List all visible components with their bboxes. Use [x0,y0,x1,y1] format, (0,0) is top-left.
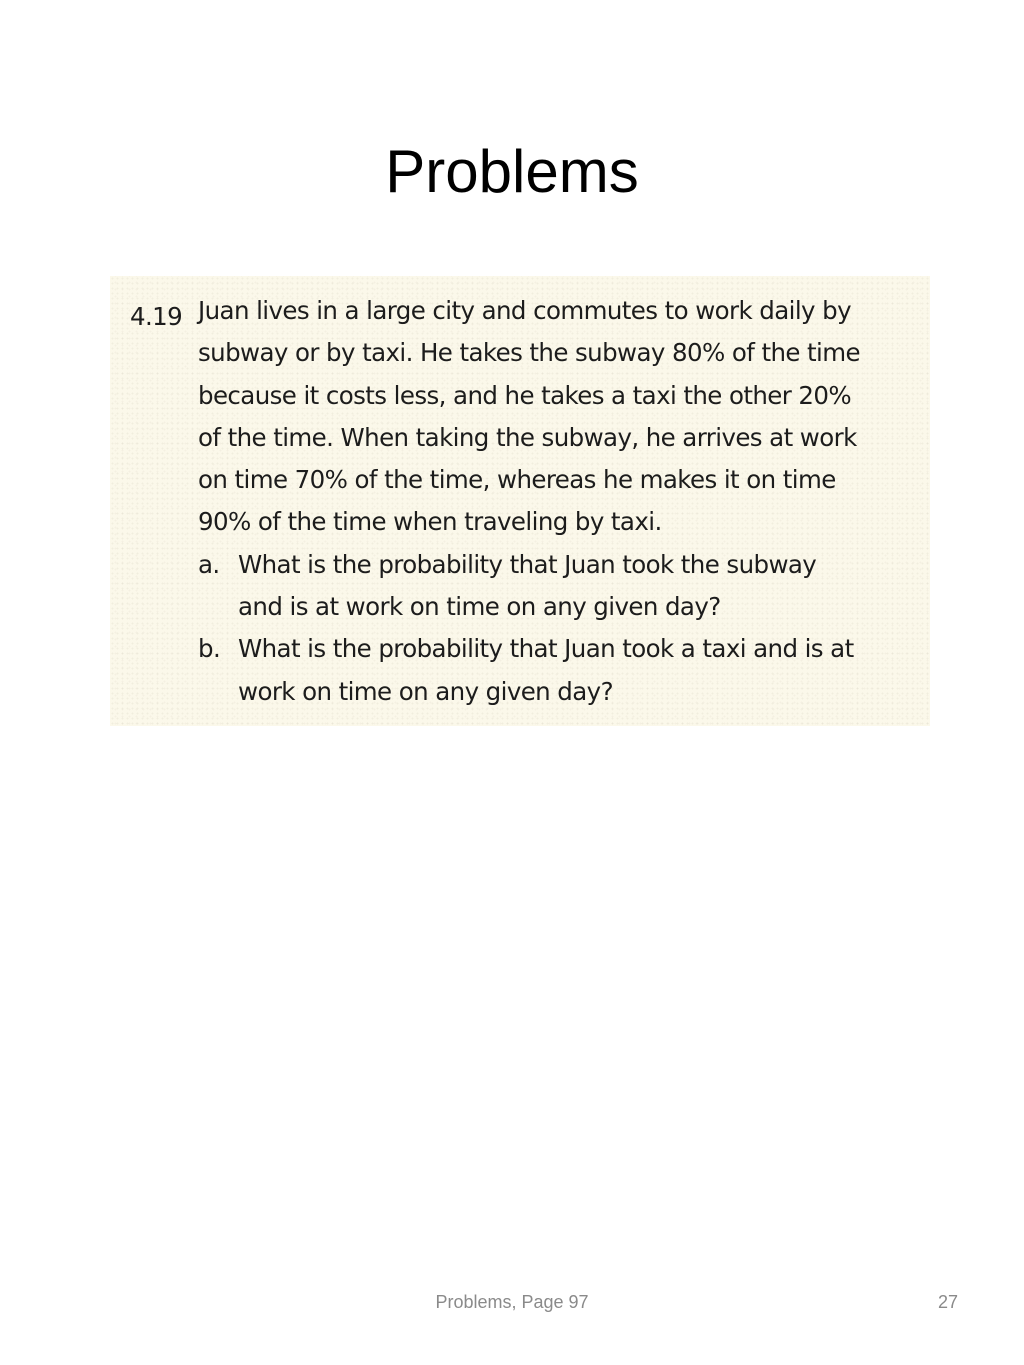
part-marker: b. [198,634,221,664]
part-marker: a. [198,549,220,579]
problem-body [198,290,928,713]
problem-text-line: because it costs less, and he takes a taxi the other 20% [198,380,852,410]
problem-text-line: subway or by taxi. He takes the subway 80% of the time [198,338,860,368]
problem-text-line: Juan lives in a large city and commutes to work daily by [198,296,851,325]
problem-part-a [198,544,928,629]
problem-scan [110,276,930,726]
problem-text-line: of the time. When taking the subway, he arrives at work [198,422,857,452]
slide-title: Problems [385,138,639,205]
part-text-line: work on time on any given day? [238,676,613,706]
slide-footer: Problems, Page 97 [435,1292,589,1312]
part-text-line: What is the probability that Juan took a taxi and is at [238,634,854,664]
problem-text-line: 90% of the time when traveling by taxi. [198,507,662,537]
part-text-line: What is the probability that Juan took the subway [238,549,817,579]
problem-text-line: on time 70% of the time, whereas he makes it on time [198,465,836,495]
problem-number: 4.19 [130,302,183,331]
part-text-line: and is at work on time on any given day? [238,592,721,622]
problem-part-b [198,628,928,713]
slide-page-number: 27 [937,1292,958,1312]
